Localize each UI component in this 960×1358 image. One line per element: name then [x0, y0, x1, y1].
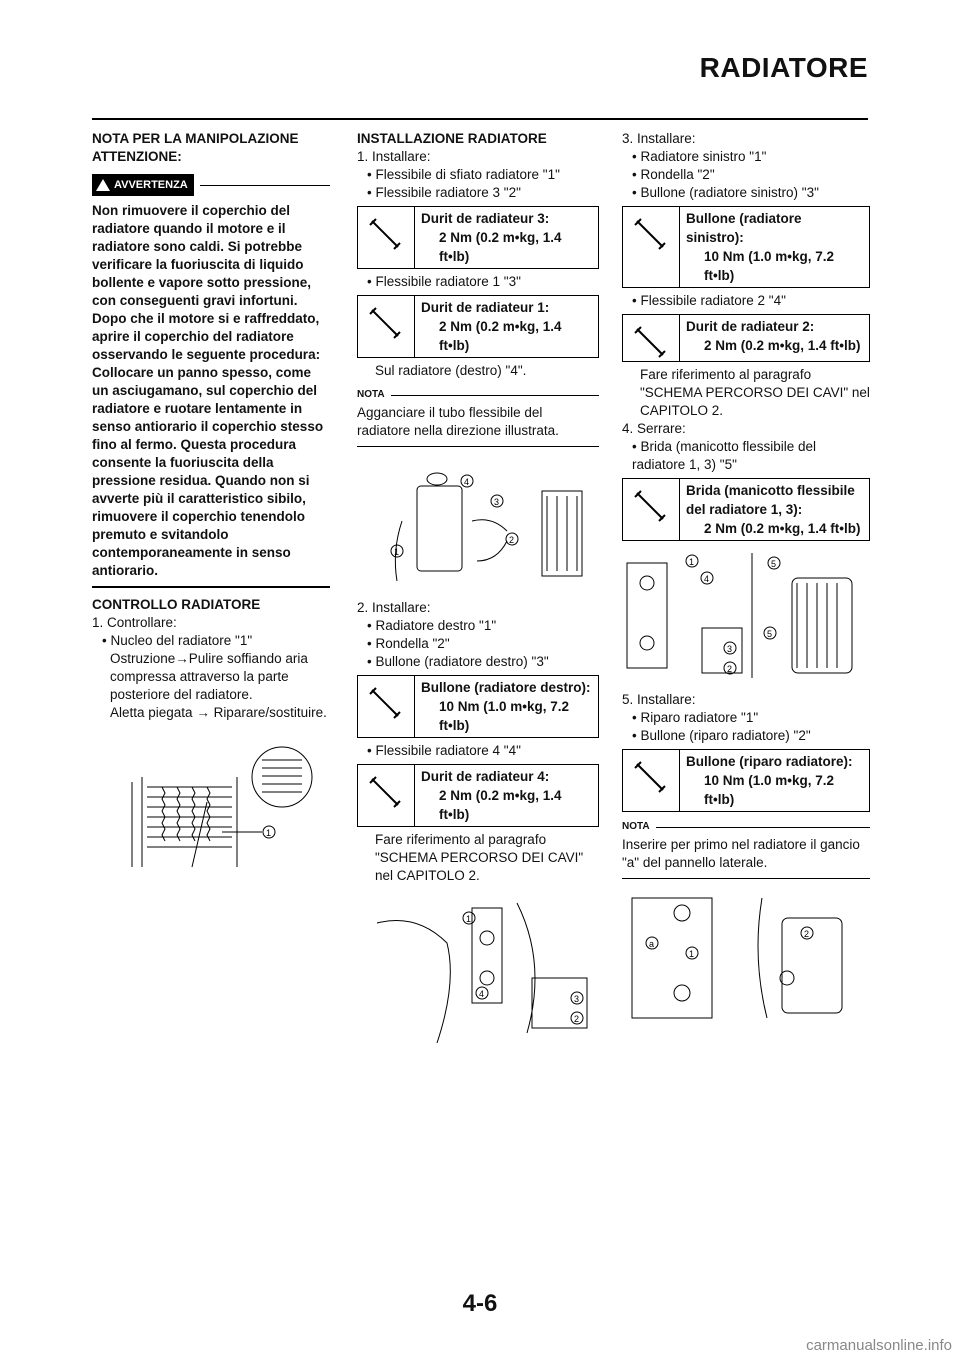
step: 2. Installare: [357, 600, 431, 615]
warning-text: Non rimuovere il coperchio del radiatore quando il motore e il radiatore sono caldi. Si potrebbe verificare la fuoriuscita di liquido bollente e vapore sotto pressione, con conseguenti gravi infortuni. Dopo che il motore si e raffreddato, aprire il coperchio del radiatore osservando le seguente procedura: Collocare un panno spesso, come un asciugamano, sul coperchio del radiatore e ruotare lentamente in senso antiorario il coperchio stesso fino al fermo. Questa procedura consente la fuoriuscita della pressione residua. Quando non si avverte più il caratteristico sibilo, rimuovere il coperchio tenendolo premuto e svitandolo contemporaneamente in senso antiorario. [92, 203, 324, 578]
svg-text:3: 3 [574, 994, 580, 1004]
note-header [357, 386, 599, 404]
page-number: 4-6 [462, 1290, 498, 1317]
note-label: NOTA [622, 821, 650, 832]
spec-value: 2 Nm (0.2 m•kg, 1.4 ft•lb) [439, 230, 562, 264]
column-2 [357, 130, 599, 1056]
svg-text:a: a [649, 939, 655, 949]
step: 5. Installare: [622, 692, 696, 707]
warning-badge [92, 174, 194, 196]
left-radiator-figure [622, 553, 870, 678]
spec-title: Bullone (radiatore destro): [421, 680, 591, 695]
bullet: • Bullone (radiatore sinistro) "3" [632, 185, 819, 200]
bullet: • Radiatore sinistro "1" [632, 149, 767, 164]
spec-value: 10 Nm (1.0 m•kg, 7.2 ft•lb) [439, 699, 570, 733]
torque-wrench-icon [358, 765, 415, 826]
warning-label: AVVERTENZA [114, 179, 188, 191]
svg-text:4: 4 [704, 574, 710, 584]
spec-title: Durit de radiateur 4: [421, 769, 550, 784]
reference-text: Fare riferimento al paragrafo "SCHEMA PERCORSO DEI CAVI" nel CAPITOLO 2. [375, 832, 584, 883]
step: 4. Serrare: [622, 421, 686, 436]
svg-text:2: 2 [574, 1014, 580, 1024]
spec-value: 2 Nm (0.2 m•kg, 1.4 ft•lb) [439, 788, 562, 822]
svg-text:1: 1 [394, 547, 400, 557]
svg-text:5: 5 [771, 559, 777, 569]
column-1 [92, 130, 330, 885]
svg-text:1: 1 [689, 949, 695, 959]
torque-wrench-icon [358, 207, 415, 268]
svg-text:2: 2 [727, 664, 733, 674]
spec-title: Durit de radiateur 3: [421, 211, 550, 226]
step: 1. Installare: [357, 149, 431, 164]
divider [200, 185, 330, 186]
svg-text:5: 5 [767, 629, 773, 639]
bullet: • Nucleo del radiatore "1" [102, 633, 253, 648]
svg-text:1: 1 [689, 557, 695, 567]
note-header [622, 818, 870, 836]
svg-text:3: 3 [494, 497, 500, 507]
divider [92, 586, 330, 588]
torque-spec-box [357, 764, 599, 827]
divider [622, 878, 870, 879]
step: 1. Controllare: [92, 615, 177, 630]
spec-value: 2 Nm (0.2 m•kg, 1.4 ft•lb) [704, 338, 861, 353]
spec-value: 2 Nm (0.2 m•kg, 1.4 ft•lb) [439, 319, 562, 353]
svg-text:2: 2 [804, 929, 810, 939]
torque-spec-box [622, 478, 870, 541]
section-heading: CONTROLLO RADIATORE [92, 597, 261, 612]
svg-text:4: 4 [479, 989, 485, 999]
radiator-hose-figure [357, 461, 597, 586]
watermark: carmanualsonline.info [806, 1337, 952, 1354]
spec-title: Bullone (riparo radiatore): [686, 754, 853, 769]
torque-wrench-icon [358, 676, 415, 737]
torque-wrench-icon [623, 750, 680, 811]
section-heading: INSTALLAZIONE RADIATORE [357, 131, 547, 146]
spec-title: Bullone (radiatore sinistro): [686, 211, 802, 245]
spec-value: 10 Nm (1.0 m•kg, 7.2 ft•lb) [704, 249, 835, 283]
divider [391, 395, 599, 396]
spec-title: Durit de radiateur 1: [421, 300, 550, 315]
svg-text:4: 4 [464, 477, 470, 487]
torque-wrench-icon [623, 479, 680, 540]
bullet: • Bullone (riparo radiatore) "2" [632, 728, 811, 743]
torque-spec-box [357, 675, 599, 738]
instruction: Sul radiatore (destro) "4". [375, 363, 527, 378]
torque-wrench-icon [623, 315, 680, 361]
svg-text:2: 2 [509, 535, 515, 545]
radiator-cover-figure [622, 893, 870, 1023]
divider [357, 446, 599, 447]
spec-title: Brida (manicotto flessibile del radiatore 1, 3): [686, 483, 855, 517]
bullet: • Riparo radiatore "1" [632, 710, 759, 725]
bullet: • Radiatore destro "1" [367, 618, 497, 633]
step: 3. Installare: [622, 131, 696, 146]
torque-spec-box [622, 749, 870, 812]
warning-icon [96, 179, 110, 191]
note-text: Inserire per primo nel radiatore il gancio "a" del pannello laterale. [622, 837, 860, 870]
spec-value: 10 Nm (1.0 m•kg, 7.2 ft•lb) [704, 773, 835, 807]
bullet: • Flessibile radiatore 3 "2" [367, 185, 521, 200]
spec-title: Durit de radiateur 2: [686, 319, 815, 334]
note-label: NOTA [357, 389, 385, 400]
instruction: Ostruzione→Pulire soffiando aria compressa attraverso la parte posteriore del radiatore. [110, 651, 308, 702]
torque-wrench-icon [623, 207, 680, 287]
bullet: • Rondella "2" [632, 167, 715, 182]
torque-spec-box [357, 206, 599, 269]
divider [656, 827, 870, 828]
instruction: Aletta piegata → Riparare/sostituire. [110, 705, 327, 720]
svg-text:1: 1 [466, 914, 472, 924]
right-radiator-figure [357, 893, 597, 1043]
torque-spec-box [357, 295, 599, 358]
bullet: • Flessibile radiatore 2 "4" [632, 293, 786, 308]
header-rule [92, 118, 868, 120]
column-3 [622, 130, 870, 1036]
torque-wrench-icon [358, 296, 415, 357]
section-heading: NOTA PER LA MANIPOLAZIONE ATTENZIONE: [92, 131, 299, 164]
radiator-fin-figure [122, 742, 322, 872]
torque-spec-box [622, 314, 870, 362]
note-text: Agganciare il tubo flessibile del radiatore nella direzione illustrata. [357, 405, 559, 438]
spec-value: 2 Nm (0.2 m•kg, 1.4 ft•lb) [704, 521, 861, 536]
bullet: • Flessibile radiatore 4 "4" [367, 743, 521, 758]
torque-spec-box [622, 206, 870, 288]
bullet: • Rondella "2" [367, 636, 450, 651]
page-title: RADIATORE [699, 52, 868, 83]
reference-text: Fare riferimento al paragrafo "SCHEMA PERCORSO DEI CAVI" nel CAPITOLO 2. [640, 367, 870, 418]
warning-banner [92, 174, 330, 196]
bullet: • Brida (manicotto flessibile del radiatore 1, 3) "5" [632, 439, 817, 472]
bullet: • Bullone (radiatore destro) "3" [367, 654, 549, 669]
svg-text:3: 3 [727, 644, 733, 654]
svg-text:1: 1 [266, 828, 272, 838]
bullet: • Flessibile di sfiato radiatore "1" [367, 167, 560, 182]
bullet: • Flessibile radiatore 1 "3" [367, 274, 521, 289]
